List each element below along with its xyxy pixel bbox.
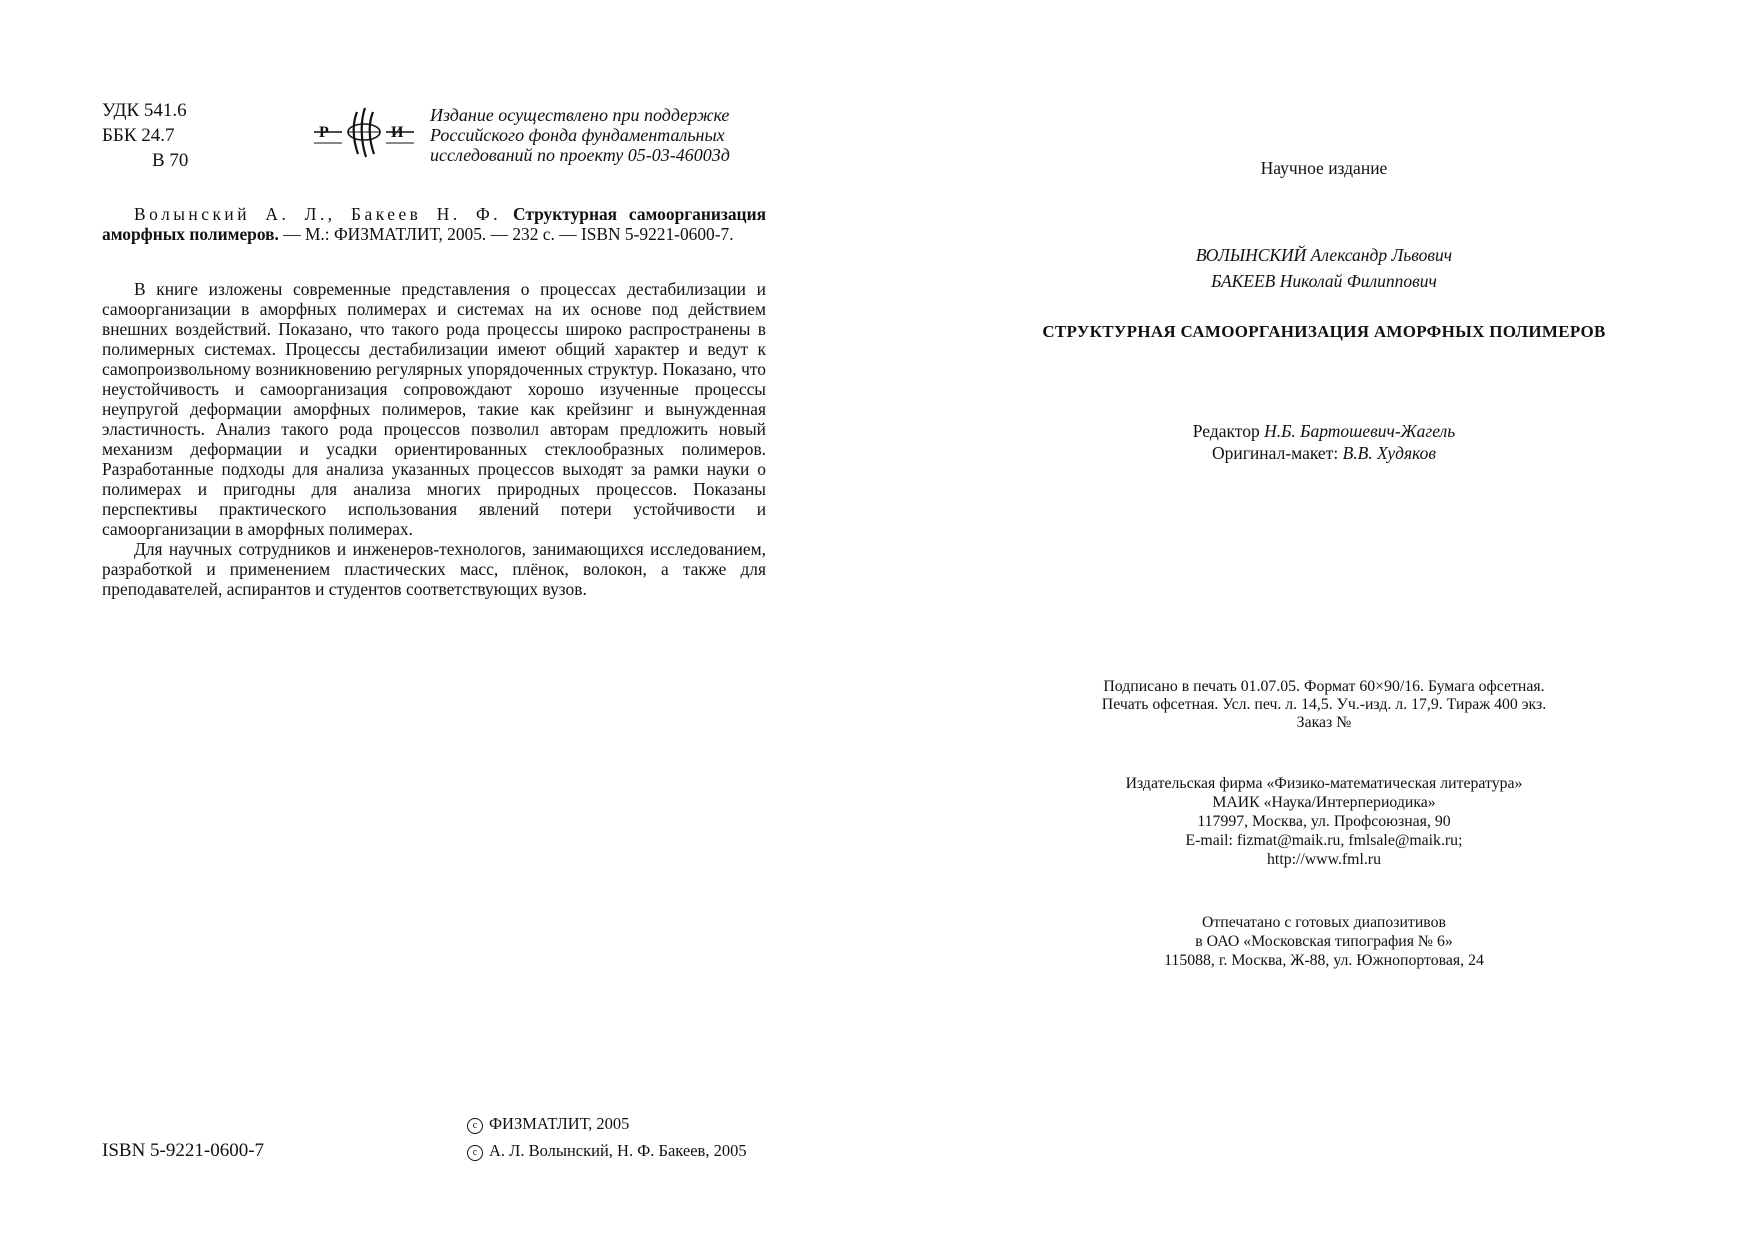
copyright-icon: c: [467, 1118, 483, 1134]
logo-letter-r: Р: [319, 124, 329, 141]
support-line-2: Российского фонда фундаментальных: [430, 125, 725, 145]
udk-code: УДК 541.6: [102, 100, 187, 121]
rffi-logo: [312, 104, 416, 160]
publisher-line-2: МАИК «Наука/Интерпериодика»: [1212, 794, 1436, 811]
support-line-3: исследований по проекту 05-03-46003д: [430, 145, 730, 165]
abstract-paragraph-2: Для научных сотрудников и инженеров-технологов, занимающихся исследованием, разработкой и применением пластических масс, плёнок, волокон, а также для преподавателей, аспирантов и студентов соответствующих вузов.: [102, 539, 766, 599]
layout-label: Оригинал-макет:: [1211, 443, 1339, 463]
copyright-icon: c: [467, 1145, 483, 1161]
print-info-line-2: Печать офсетная. Усл. печ. л. 14,5. Уч.-изд. л. 17,9. Тираж 400 экз.: [1101, 696, 1547, 713]
publisher-email: E-mail: fizmat@maik.ru, fmlsale@maik.ru;: [1185, 832, 1463, 849]
abstract: [102, 279, 766, 599]
print-info: [994, 678, 1654, 732]
publisher-line-3: 117997, Москва, ул. Профсоюзная, 90: [1197, 813, 1451, 830]
abstract-paragraph-1: В книге изложены современные представления о процессах дестабилизации и самоорганизации в аморфных полимерах и системах на их основе под действием внешних воздействий. Показано, что такого рода процессы широко распространены в полимерных системах. Процессы дестабилизации имеют общий характер и ведут к самопроизвольному возникновению регулярных упорядоченных структур. Показано, что неустойчивость и самоорганизация сопровождают хорошо изученные процессы неупругой деформации аморфных полимеров, такие как крейзинг и вынужденная эластичность. Анализ такого рода процессов позволил авторам предложить новый механизм деформации и усадки ориентированных стеклообразных полимеров. Разработанные подходы для анализа указанных процессов выходят за рамки науки о полимерах и пригодны для анализа многих природных процессов. Показаны перспективы практического использования явлений потери устойчивости и самоорганизации в аморфных полимерах.: [102, 279, 766, 539]
printer-line-2: в ОАО «Московская типография № 6»: [1195, 933, 1453, 950]
editor-name: Н.Б. Бартошевич-Жагель: [1264, 421, 1456, 441]
bbk-code: ББК 24.7: [102, 125, 175, 146]
printer-info: [994, 913, 1654, 970]
biblio-authors: Волынский А. Л., Бакеев Н. Ф.: [134, 204, 502, 224]
editor-label: Редактор: [1192, 421, 1260, 441]
author-1: ВОЛЫНСКИЙ Александр Львович: [1195, 245, 1453, 265]
copyright-publisher-text: ФИЗМАТЛИТ, 2005: [489, 1114, 630, 1133]
copyright-authors-text: А. Л. Волынский, Н. Ф. Бакеев, 2005: [489, 1141, 747, 1160]
layout-line: [994, 442, 1654, 464]
editor-line: [994, 420, 1654, 442]
edition-genre: Научное издание: [1260, 158, 1388, 178]
credits: [994, 420, 1654, 464]
isbn: ISBN 5-9221-0600-7: [102, 1140, 265, 1161]
classification-codes: [102, 98, 188, 173]
copyright-publisher: [467, 1114, 629, 1134]
author-mark: В 70: [152, 150, 189, 171]
support-note: [430, 105, 730, 165]
support-line-1: Издание осуществлено при поддержке: [430, 105, 730, 125]
publisher-url: http://www.fml.ru: [1267, 851, 1381, 868]
authors-block: [994, 242, 1654, 294]
printer-line-1: Отпечатано с готовых диапозитивов: [1202, 914, 1446, 931]
publisher-info: [994, 774, 1654, 869]
copyright-authors: [467, 1141, 747, 1161]
biblio-imprint: — М.: ФИЗМАТЛИТ, 2005. — 232 с. — ISBN 5-9221-0600-7.: [283, 224, 734, 244]
book-title: СТРУКТУРНАЯ САМООРГАНИЗАЦИЯ АМОРФНЫХ ПОЛИМЕРОВ: [1042, 322, 1606, 341]
logo-letter-i: И: [391, 124, 404, 141]
printer-line-3: 115088, г. Москва, Ж-88, ул. Южнопортовая, 24: [1164, 952, 1484, 969]
layout-name: В.В. Худяков: [1342, 443, 1436, 463]
print-info-line-1: Подписано в печать 01.07.05. Формат 60×90/16. Бумага офсетная.: [1103, 678, 1545, 695]
bibliographic-record: [102, 204, 766, 244]
author-2: БАКЕЕВ Николай Филиппович: [1211, 271, 1437, 291]
print-info-line-3: Заказ №: [1296, 714, 1352, 731]
biblio-title: Структурная самоорганизация аморфных полимеров.: [102, 204, 767, 244]
publisher-line-1: Издательская фирма «Физико-математическая литература»: [1125, 775, 1523, 792]
